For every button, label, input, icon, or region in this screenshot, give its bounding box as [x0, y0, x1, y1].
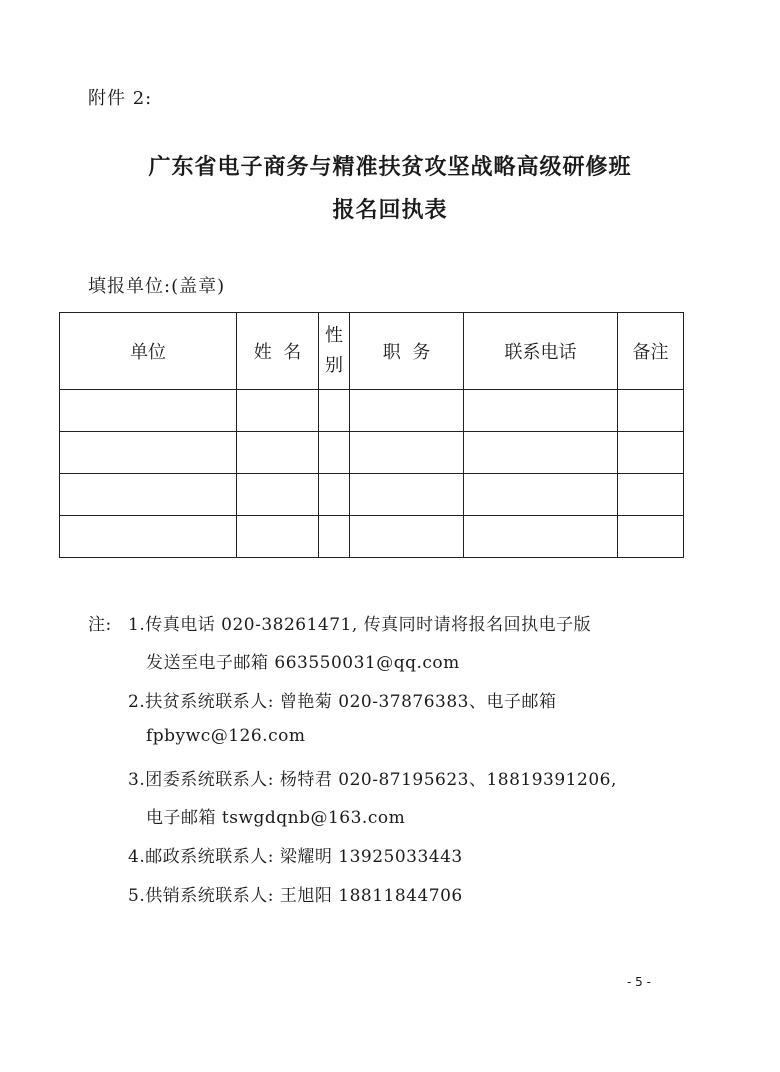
cell-position[interactable] — [350, 516, 464, 558]
note-3-line-2: 电子邮箱 tswgdqnb@163.com — [146, 808, 406, 828]
table-row — [60, 474, 684, 516]
table-row — [60, 516, 684, 558]
page-number: - 5 - — [627, 975, 651, 989]
cell-remarks[interactable] — [618, 516, 684, 558]
cell-phone[interactable] — [464, 432, 618, 474]
note-1-line-2: 发送至电子邮箱 663550031@qq.com — [146, 653, 460, 673]
header-gender-top: 性 — [325, 325, 343, 346]
header-remarks: 备注 — [618, 313, 684, 390]
cell-name[interactable] — [237, 474, 319, 516]
cell-position[interactable] — [350, 390, 464, 432]
table-row — [60, 390, 684, 432]
cell-unit[interactable] — [60, 474, 237, 516]
document-title: 广东省电子商务与精准扶贫攻坚战略高级研修班 — [148, 154, 632, 180]
cell-gender[interactable] — [319, 432, 350, 474]
cell-unit[interactable] — [60, 390, 237, 432]
table-row — [60, 432, 684, 474]
document-subtitle: 报名回执表 — [332, 197, 448, 223]
cell-gender[interactable] — [319, 390, 350, 432]
notes-prefix: 注: — [88, 615, 112, 635]
cell-remarks[interactable] — [618, 432, 684, 474]
note-5: 5.供销系统联系人: 王旭阳 18811844706 — [128, 886, 463, 906]
cell-unit[interactable] — [60, 516, 237, 558]
note-2-line-1: 2.扶贫系统联系人: 曾艳菊 020-37876383、电子邮箱 — [128, 692, 557, 712]
header-position: 职 务 — [350, 313, 464, 390]
cell-phone[interactable] — [464, 516, 618, 558]
reporting-unit-label: 填报单位:(盖章) — [88, 276, 226, 297]
note-2-line-2: fpbywc@126.com — [146, 726, 306, 746]
header-unit: 单位 — [60, 313, 237, 390]
cell-remarks[interactable] — [618, 474, 684, 516]
note-3-line-1: 3.团委系统联系人: 杨特君 020-87195623、18819391206, — [128, 770, 617, 790]
cell-gender[interactable] — [319, 474, 350, 516]
cell-position[interactable] — [350, 474, 464, 516]
attachment-label: 附件 2: — [88, 88, 153, 109]
note-1-line-1: 1.传真电话 020-38261471, 传真同时请将报名回执电子版 — [128, 615, 592, 635]
cell-name[interactable] — [237, 390, 319, 432]
cell-gender[interactable] — [319, 516, 350, 558]
cell-unit[interactable] — [60, 432, 237, 474]
cell-phone[interactable] — [464, 390, 618, 432]
header-gender-bottom: 别 — [325, 355, 343, 376]
header-phone: 联系电话 — [464, 313, 618, 390]
cell-name[interactable] — [237, 432, 319, 474]
note-4: 4.邮政系统联系人: 梁耀明 13925033443 — [128, 847, 463, 867]
cell-phone[interactable] — [464, 474, 618, 516]
cell-name[interactable] — [237, 516, 319, 558]
registration-table — [59, 312, 684, 558]
cell-position[interactable] — [350, 432, 464, 474]
cell-remarks[interactable] — [618, 390, 684, 432]
table-header-row — [60, 313, 684, 390]
header-name: 姓 名 — [237, 313, 319, 390]
header-gender — [319, 313, 350, 390]
